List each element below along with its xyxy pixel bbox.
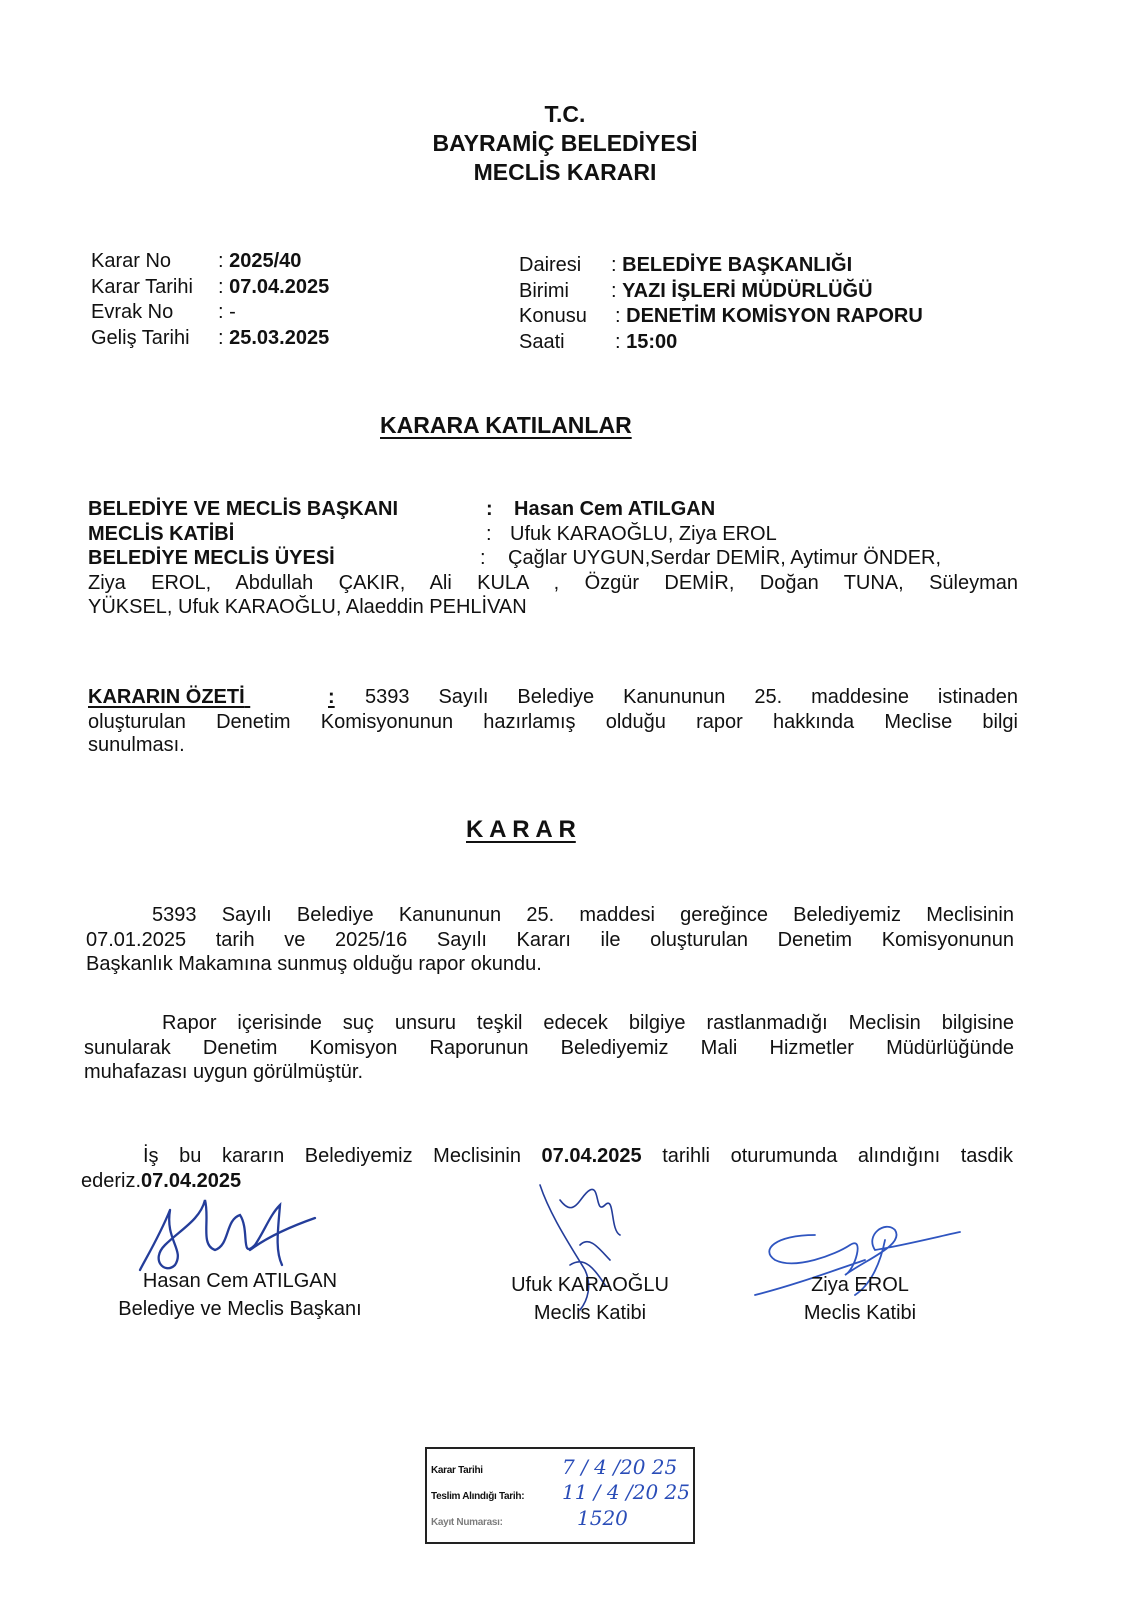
summary-block xyxy=(88,686,1018,758)
closing-line1: İş bu kararın Belediyemiz Meclisinin 07.04.2025 tarihli oturumunda alındığını tasdik xyxy=(143,1145,1013,1167)
meta-birimi: Birimi : YAZI İŞLERİ MÜDÜRLÜĞÜ xyxy=(519,279,873,302)
summary-text-line3: sunulması. xyxy=(88,734,185,756)
summary-row1 xyxy=(88,686,1018,710)
members-sep: : xyxy=(480,547,486,569)
signature-clerk-2 xyxy=(765,1271,955,1327)
meta-karar-tarihi: Karar Tarihi : 07.04.2025 xyxy=(91,275,330,298)
meta-left xyxy=(91,249,329,351)
members-line2: Ziya EROL, Abdullah ÇAKIR, Ali KULA , Özgür DEMİR, Doğan TUNA, Süleyman xyxy=(88,571,1018,594)
para2-line3: muhafazası uygun görülmüştür. xyxy=(84,1061,364,1083)
stamp-karar-tarihi-label: Karar Tarihi xyxy=(431,1465,483,1476)
meta-konusu: Konusu : DENETİM KOMİSYON RAPORU xyxy=(519,305,923,327)
meta-evrak-no: Evrak No : - xyxy=(91,301,236,323)
meta-dairesi: Dairesi : BELEDİYE BAŞKANLIĞI xyxy=(519,254,853,276)
signature-clerk2-title: Meclis Katibi xyxy=(803,1302,917,1324)
signature-clerk1-title: Meclis Katibi xyxy=(533,1302,647,1324)
president-row xyxy=(88,497,1018,522)
stamp-karar-tarihi-value: 7 / 4 /20 25 xyxy=(562,1455,678,1479)
members-line3: YÜKSEL, Ufuk KARAOĞLU, Alaeddin PEHLİVAN xyxy=(88,596,527,618)
header-municipality: BAYRAMİÇ BELEDİYESİ xyxy=(432,130,698,156)
header-doc-type: MECLİS KARARI xyxy=(473,159,657,185)
president-name: Hasan Cem ATILGAN xyxy=(514,498,716,520)
meta-saati: Saati : 15:00 xyxy=(519,330,678,353)
signature-president-name: Hasan Cem ATILGAN xyxy=(142,1270,338,1292)
decision-paragraph-1 xyxy=(86,903,1014,977)
para2-line1: Rapor içerisinde suç unsuru teşkil edecek bilgiye rastlanmadığı Meclisin bilgisine xyxy=(162,1012,1014,1034)
summary-sep: : xyxy=(328,686,335,708)
summary-label: KARARIN ÖZETİ xyxy=(88,686,245,708)
summary-text-line2: oluşturulan Denetim Komisyonunun hazırlamış olduğu rapor hakkında Meclise bilgi xyxy=(88,710,1018,733)
decision-paragraph-2 xyxy=(84,1011,1014,1085)
stamp-teslim-value: 11 / 4 /20 25 xyxy=(562,1480,690,1504)
header-tc: T.C. xyxy=(544,101,586,127)
para1-line1: 5393 Sayılı Belediye Kanununun 25. maddesi gereğince Belediyemiz Meclisinin xyxy=(152,904,1014,926)
stamp-teslim-label: Teslim Alındığı Tarih: xyxy=(431,1491,525,1502)
clerk-sep: : xyxy=(486,522,492,545)
meta-gelis-tarihi: Geliş Tarihi : 25.03.2025 xyxy=(91,326,330,349)
president-label: BELEDİYE VE MECLİS BAŞKANI xyxy=(88,498,399,520)
participants-block xyxy=(88,497,1018,620)
members-line1: Çağlar UYGUN,Serdar DEMİR, Aytimur ÖNDER, xyxy=(508,547,942,569)
receipt-stamp xyxy=(425,1447,695,1544)
meta-right xyxy=(519,253,923,355)
clerk-label: MECLİS KATİBİ xyxy=(88,522,235,545)
signature-clerk1-name: Ufuk KARAOĞLU xyxy=(511,1274,669,1296)
stamp-kayit-value: 1520 xyxy=(577,1506,628,1530)
para2-line2: sunularak Denetim Komisyon Raporunun Belediyemiz Mali Hizmetler Müdürlüğünde xyxy=(84,1036,1014,1059)
para1-line3: Başkanlık Makamına sunmuş olduğu rapor okundu. xyxy=(86,953,542,975)
document-header xyxy=(25,100,1105,187)
clerk-names: Ufuk KARAOĞLU, Ziya EROL xyxy=(510,522,777,545)
signature-president-title: Belediye ve Meclis Başkanı xyxy=(118,1298,362,1320)
clerk-row xyxy=(88,522,1018,547)
members-row xyxy=(88,546,1018,571)
signature-clerk2-name: Ziya EROL xyxy=(811,1274,909,1296)
signature-president xyxy=(90,1267,390,1323)
summary-text-line1: 5393 Sayılı Belediye Kanununun 25. maddesine istinaden xyxy=(365,686,1018,708)
closing-line2: ederiz.07.04.2025 xyxy=(81,1169,242,1192)
participants-title: KARARA KATILANLAR xyxy=(380,412,632,438)
members-label: BELEDİYE MECLİS ÜYESİ xyxy=(88,547,335,569)
stamp-kayit-label: Kayıt Numarası: xyxy=(431,1517,503,1528)
president-sep: : xyxy=(486,498,493,520)
decision-title: K A R A R xyxy=(466,816,576,843)
meta-karar-no: Karar No : 2025/40 xyxy=(91,250,302,272)
para1-line2: 07.01.2025 tarih ve 2025/16 Sayılı Kararı ile oluşturulan Denetim Komisyonunun xyxy=(86,928,1014,951)
signature-clerk-1 xyxy=(475,1271,705,1327)
